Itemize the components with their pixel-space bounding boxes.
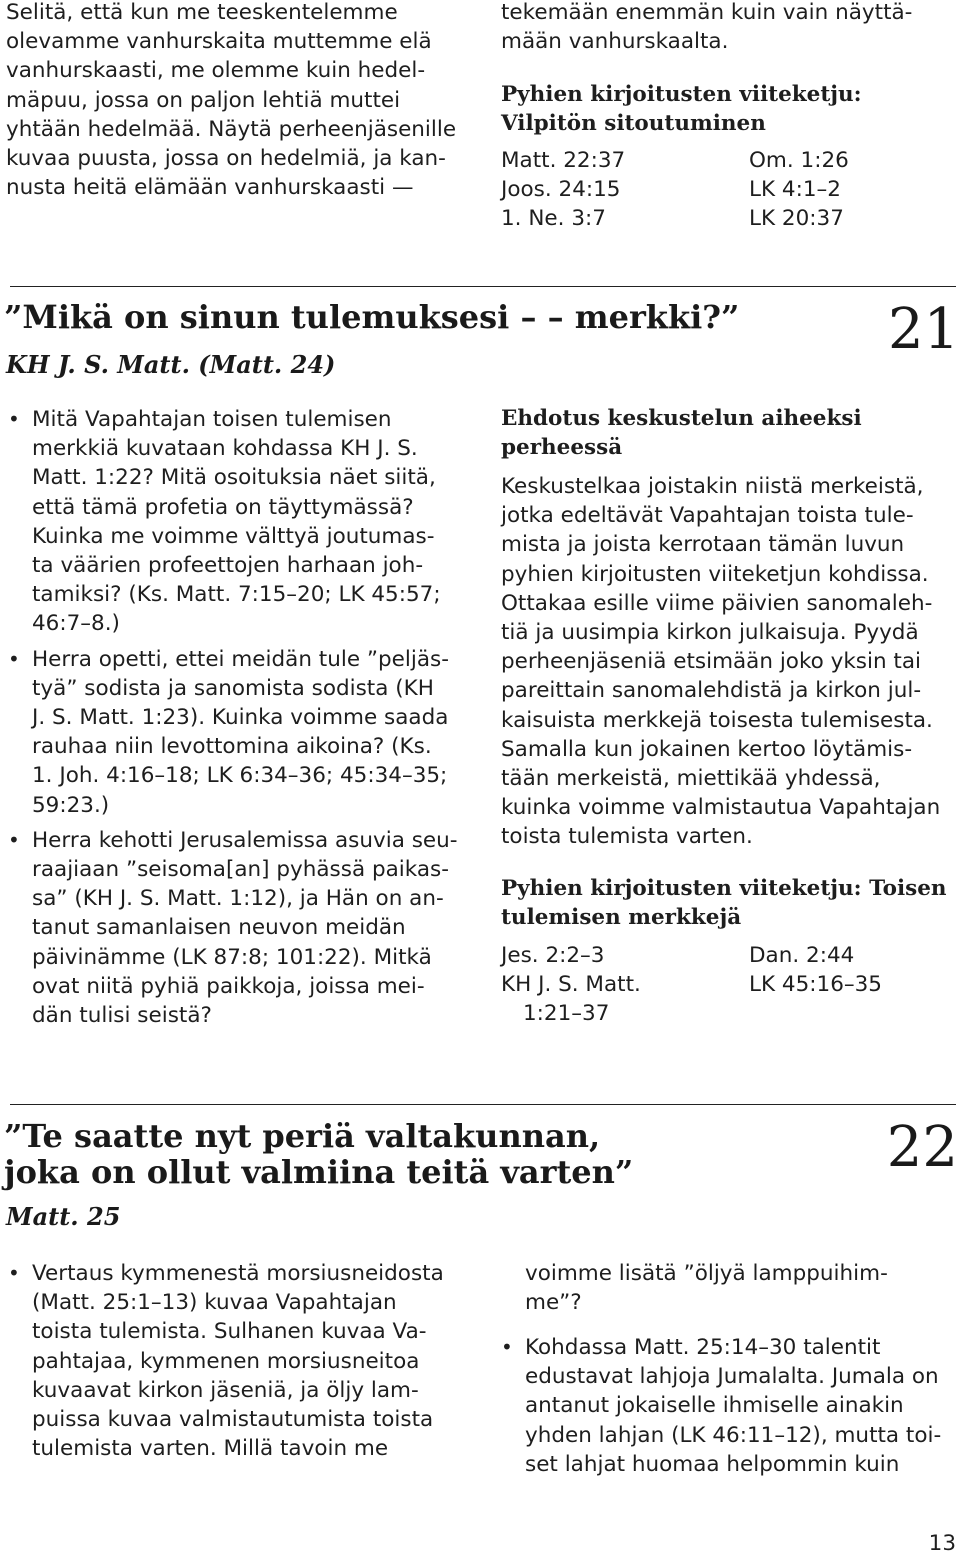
section-21-reference: KH J. S. Matt. (Matt. 24) [6,350,336,379]
section-divider [10,286,956,287]
list-item [8,645,478,820]
text-line: tanut samanlaisen neuvon meidän [32,915,406,941]
heading-line: Pyhien kirjoitusten viiteketju: Toisen [501,876,947,901]
text-line: Samalla kun jokainen kertoo löytämis- [501,736,913,762]
text-line: dän tulisi seistä? [32,1003,212,1029]
text-line: kuinka voimme valmistautua Vapahtajan [501,795,941,821]
text-line: sa” (KH J. S. Matt. 1:12), ja Hän on an- [32,886,444,912]
section-21-bullets [8,405,478,1036]
text-line: kuvaa puusta, jossa on hedelmiä, ja kan- [6,146,446,172]
text-line: tekemään enemmän kuin vain näyttä- [501,0,913,25]
ref: Jes. 2:2–3 [501,943,605,968]
text-line: edustavat lahjoja Jumalalta. Jumala on [525,1364,939,1390]
text-line: päivinämme (LK 87:8; 101:22). Mitkä [32,944,432,970]
text-line: Matt. 1:22? Mitä osoituksia näet siitä, [32,465,436,491]
text-line: ovat niitä pyhiä paikkoja, joissa mei- [32,973,425,999]
text-line: tamiksi? (Ks. Matt. 7:15–20; LK 45:57; [32,582,441,608]
list-item [8,405,478,639]
ref: Joos. 24:15 [501,177,621,203]
text-line: toista tulemista varten. [501,824,753,850]
top-left-paragraph [6,0,476,202]
text-line: tyä” sodista ja sanomista sodista (KH [32,675,434,701]
section-21-title: ”Mikä on sinun tulemuksesi – – merkki?” [4,298,740,336]
section-divider [10,1104,956,1105]
discussion-suggestion-heading [501,404,956,462]
section-22-title [4,1118,824,1190]
section-22-right-continuation [525,1259,957,1317]
ref-row [501,999,956,1028]
text-line: puissa kuvaa valmistautumista toista [32,1407,434,1433]
text-line: Selitä, että kun me teeskentelemme [6,0,398,25]
section-22-number: 22 [886,1115,958,1180]
text-line: tään merkeistä, miettikää yhdessä, [501,766,881,792]
section-21-number: 21 [888,297,960,362]
text-line: • Herra opetti, ettei meidän tule ”peljäs- [32,646,449,672]
ref-row [501,970,956,999]
text-line: kaisuista merkkejä toisesta tulemisesta. [501,707,933,733]
heading-line: Vilpitön sitoutuminen [501,111,766,137]
discussion-suggestion-text [501,472,959,852]
text-line: yhtään hedelmää. Näytä perheenjäsenille [6,116,457,142]
ref: LK 45:16–35 [749,972,882,998]
top-right-paragraph [501,0,956,56]
title-line: joka on ollut valmiina teitä varten” [4,1153,634,1191]
ref-row [501,175,956,204]
text-line: merkkiä kuvataan kohdassa KH J. S. [32,436,418,462]
text-line: rauhaa niin levottomina aikoina? (Ks. [32,734,432,760]
text-line: tulemista varten. Millä tavoin me [32,1436,389,1462]
text-line: vanhurskaasti, me olemme kuin hedel- [6,58,426,84]
ref: Om. 1:26 [749,148,849,173]
text-line: 59:23.) [32,792,110,818]
scripture-chain-heading [501,874,956,932]
text-line: 1. Joh. 4:16–18; LK 6:34–36; 45:34–35; [32,763,448,789]
text-line: perheenjäseniä etsimään joko yksin tai [501,649,922,675]
scripture-chain-refs [501,941,956,1029]
ref: Matt. 22:37 [501,148,626,173]
text-line: • Herra kehotti Jerusalemissa asuvia seu- [32,827,458,853]
text-line: Ottakaa esille viime päivien sanomaleh- [501,590,933,616]
text-line: raajiaan ”seisoma[an] pyhässä paikas- [32,857,449,883]
text-line: pahtajaa, kymmenen morsiusneitoa [32,1348,420,1374]
text-line: kuvaavat kirkon jäseniä, ja öljy lam- [32,1377,419,1403]
text-line: ta väärien profeettojen harhaan joh- [32,553,424,579]
scripture-chain-refs [501,146,956,234]
ref-row [501,204,956,233]
text-line: olevamme vanhurskaita muttemme elä [6,29,432,55]
text-line: 46:7–8.) [32,611,120,637]
text-line: toista tulemista. Sulhanen kuvaa Va- [32,1319,427,1345]
ref: LK 4:1–2 [749,177,841,203]
ref: 1:21–37 [523,1001,610,1027]
title-line: ”Te saatte nyt periä valtakunnan, [4,1117,601,1155]
text-line: me”? [525,1290,582,1316]
ref-row [501,146,956,175]
heading-line: Pyhien kirjoitusten viiteketju: [501,82,862,107]
text-line: (Matt. 25:1–13) kuvaa Vapahtajan [32,1290,397,1316]
list-item [8,826,478,1030]
text-line: antanut jokaiselle ihmiselle ainakin [525,1393,904,1419]
text-line: pyhien kirjoitusten viiteketjun kohdissa. [501,561,929,587]
text-line: • Mitä Vapahtajan toisen tulemisen [32,407,392,432]
heading-line: perheessä [501,435,623,461]
text-line: • Kohdassa Matt. 25:14–30 talentit [525,1335,881,1360]
scripture-chain-heading [501,80,956,138]
page-number: 13 [928,1531,956,1555]
list-item [8,1259,478,1463]
ref-row [501,941,956,970]
text-line: pareittain sanomalehdistä ja kirkon jul- [501,678,922,704]
ref: Dan. 2:44 [749,943,855,968]
section-22-reference: Matt. 25 [6,1202,121,1231]
text-line: Keskustelkaa joistakin niistä merkeistä, [501,474,924,499]
section-22-bullets-left [8,1259,478,1469]
text-line: jotka edeltävät Vapahtajan toista tule- [501,503,914,529]
text-line: J. S. Matt. 1:23). Kuinka voimme saada [32,705,449,731]
text-line: mista ja joista kerrotaan tämän luvun [501,532,905,558]
section-22-bullets-right [501,1333,959,1485]
text-line: • Vertaus kymmenestä morsiusneidosta [32,1261,444,1286]
heading-line: tulemisen merkkejä [501,905,742,931]
text-line: että tämä profetia on täyttymässä? [32,494,414,520]
text-line: set lahjat huomaa helpommin kuin [525,1451,900,1477]
text-line: voimme lisätä ”öljyä lamppuihim- [525,1261,888,1286]
text-line: mään vanhurskaalta. [501,29,729,55]
ref: LK 20:37 [749,206,844,232]
text-line: nusta heitä elämään vanhurskaasti — [6,175,414,201]
ref: 1. Ne. 3:7 [501,206,606,232]
ref: KH J. S. Matt. [501,972,641,998]
text-line: mäpuu, jossa on paljon lehtiä muttei [6,87,401,113]
text-line: tiä ja uusimpia kirkon julkaisuja. Pyydä [501,620,919,646]
text-line: Kuinka me voimme välttyä joutumas- [32,523,435,549]
text-line: yhden lahjan (LK 46:11–12), mutta toi- [525,1422,942,1448]
heading-line: Ehdotus keskustelun aiheeksi [501,406,862,431]
list-item [501,1333,959,1479]
